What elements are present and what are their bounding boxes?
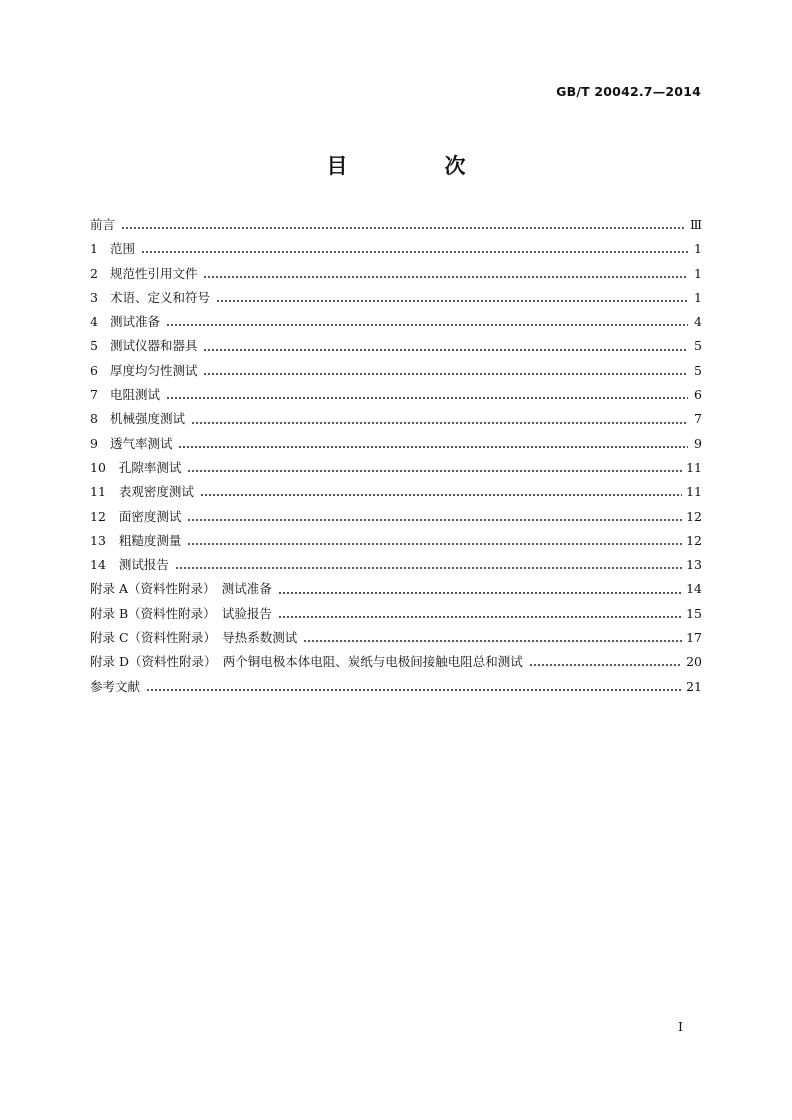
standard-number: GB/T 20042.7—2014 <box>556 84 701 99</box>
toc-entry-page: 11 <box>686 484 702 500</box>
toc-entry[interactable] <box>90 262 702 286</box>
toc-entry-page: 20 <box>686 654 702 670</box>
toc-entry-number: 14 <box>90 557 106 573</box>
toc-entry-label: 附录 D（资料性附录） 两个铜电极本体电阻、炭纸与电极间接触电阻总和测试 <box>90 654 523 670</box>
toc-entry[interactable] <box>90 577 702 601</box>
toc-entry-label: 面密度测试 <box>118 508 182 524</box>
toc-entry-number: 12 <box>90 508 106 524</box>
toc-entry-label: 规范性引用文件 <box>109 265 198 281</box>
toc-entry-label: 术语、定义和符号 <box>109 289 210 305</box>
toc-dot-leader <box>200 494 682 496</box>
toc-entry-page: 9 <box>694 435 702 451</box>
toc-entry-page: 15 <box>686 605 702 621</box>
toc-entry-number: 13 <box>90 532 106 548</box>
toc-dot-leader <box>121 227 686 229</box>
toc-entry[interactable] <box>90 213 702 237</box>
toc-entry-number: 10 <box>90 459 106 475</box>
toc-entry[interactable] <box>90 529 702 553</box>
toc-entry-label: 测试报告 <box>118 557 169 573</box>
toc-entry-number: 2 <box>90 265 98 281</box>
toc-dot-leader <box>203 349 688 351</box>
toc-dot-leader <box>278 592 682 594</box>
toc-entry-page: 1 <box>694 289 702 305</box>
toc-dot-leader <box>278 616 682 618</box>
toc-entry[interactable] <box>90 602 702 626</box>
toc-entry-number: 4 <box>90 314 98 330</box>
toc-entry-number: 5 <box>90 338 98 354</box>
toc-entry[interactable] <box>90 407 702 431</box>
toc-dot-leader <box>303 640 682 642</box>
toc-entry-label: 机械强度测试 <box>109 411 185 427</box>
toc-entry-label: 透气率测试 <box>109 435 173 451</box>
toc-entry-number: 7 <box>90 387 98 403</box>
toc-entry-label: 参考文献 <box>90 678 141 694</box>
toc-entry[interactable] <box>90 237 702 261</box>
toc-entry-label: 厚度均匀性测试 <box>109 362 198 378</box>
toc-entry[interactable] <box>90 626 702 650</box>
toc-dot-leader <box>166 397 688 399</box>
toc-entry-number: 3 <box>90 289 98 305</box>
toc-entry-number: 9 <box>90 435 98 451</box>
toc-entry-label: 附录 B（资料性附录） 试验报告 <box>90 605 272 621</box>
toc-dot-leader <box>166 324 688 326</box>
toc-entry[interactable] <box>90 359 702 383</box>
toc-entry-page: Ⅲ <box>689 217 702 232</box>
toc-entry-number: 11 <box>90 484 106 500</box>
toc-entry-label: 粗糙度测量 <box>118 532 182 548</box>
toc-dot-leader <box>187 543 682 545</box>
toc-dot-leader <box>216 300 688 302</box>
toc-entry-page: 1 <box>694 265 702 281</box>
toc-dot-leader <box>187 519 682 521</box>
toc-entry-label: 范围 <box>109 241 135 257</box>
toc-entry-number: 6 <box>90 362 98 378</box>
toc-dot-leader <box>203 276 688 278</box>
toc-entry[interactable] <box>90 505 702 529</box>
toc-dot-leader <box>178 446 688 448</box>
toc-entry-page: 7 <box>694 411 702 427</box>
toc-entry-page: 6 <box>694 387 702 403</box>
toc-entry-label: 附录 A（资料性附录） 测试准备 <box>90 581 272 597</box>
toc-entry-label: 测试仪器和器具 <box>109 338 198 354</box>
toc-dot-leader <box>146 689 682 691</box>
toc-entry[interactable] <box>90 432 702 456</box>
toc-entry-page: 12 <box>686 532 702 548</box>
toc-entry[interactable] <box>90 334 702 358</box>
toc-entry-number: 1 <box>90 241 98 257</box>
toc-entry-label: 孔隙率测试 <box>118 459 182 475</box>
toc-entry[interactable] <box>90 456 702 480</box>
toc-entry-page: 5 <box>694 362 702 378</box>
toc-dot-leader <box>529 664 682 666</box>
toc-entry-label: 电阻测试 <box>109 387 160 403</box>
toc-dot-leader <box>187 470 682 472</box>
toc-entry-page: 1 <box>694 241 702 257</box>
toc-dot-leader <box>203 373 688 375</box>
table-of-contents <box>90 213 702 699</box>
toc-entry-page: 13 <box>686 557 702 573</box>
toc-entry-label: 前言 <box>90 217 116 232</box>
toc-entry-label: 测试准备 <box>109 314 160 330</box>
toc-entry[interactable] <box>90 310 702 334</box>
toc-entry-page: 12 <box>686 508 702 524</box>
toc-entry[interactable] <box>90 383 702 407</box>
toc-entry[interactable] <box>90 553 702 577</box>
toc-entry-page: 11 <box>686 459 702 475</box>
toc-dot-leader <box>191 422 688 424</box>
toc-entry-label: 附录 C（资料性附录） 导热系数测试 <box>90 630 298 646</box>
toc-entry[interactable] <box>90 650 702 674</box>
toc-entry-number: 8 <box>90 411 98 427</box>
toc-entry[interactable] <box>90 480 702 504</box>
toc-entry-page: 17 <box>686 630 702 646</box>
toc-entry-page: 5 <box>694 338 702 354</box>
toc-entry[interactable] <box>90 286 702 310</box>
toc-entry-label: 表观密度测试 <box>118 484 194 500</box>
toc-entry[interactable] <box>90 675 702 699</box>
toc-entry-page: 4 <box>694 314 702 330</box>
toc-dot-leader <box>175 567 682 569</box>
toc-entry-page: 14 <box>686 581 702 597</box>
toc-entry-page: 21 <box>686 678 702 694</box>
page-title: 目 次 <box>326 154 504 178</box>
page-number: I <box>678 1019 683 1034</box>
toc-dot-leader <box>141 251 688 253</box>
